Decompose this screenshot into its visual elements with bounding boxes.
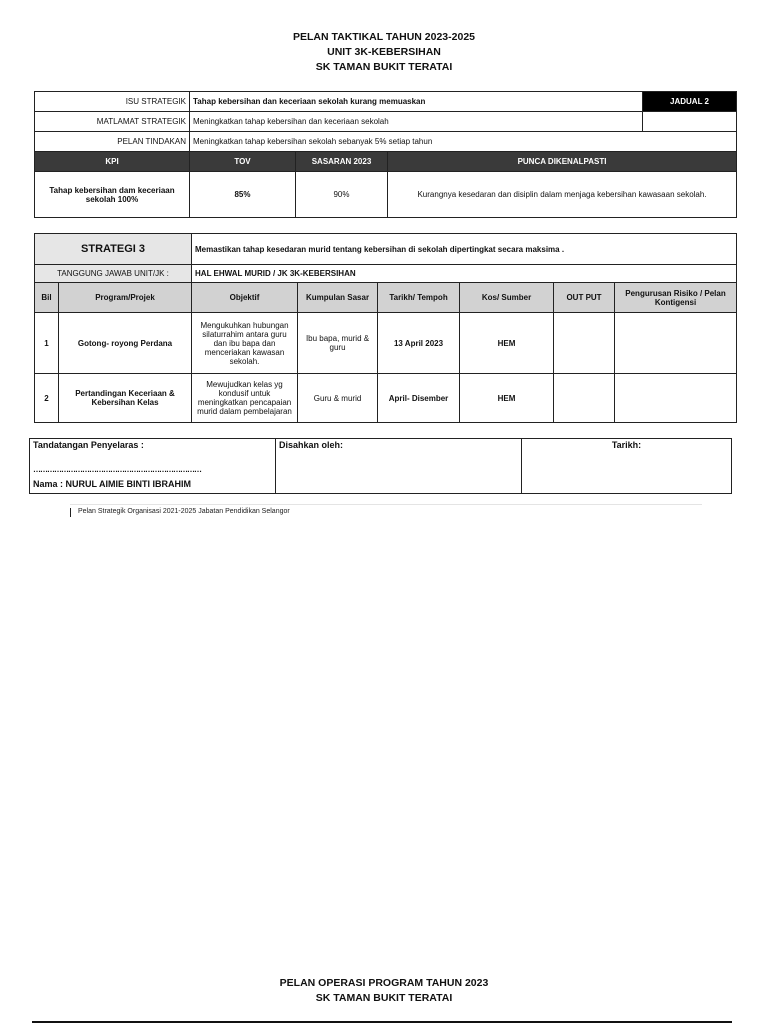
- signature-cell: [30, 439, 276, 494]
- row-program: Pertandingan Keceriaan & Kebersihan Kelas: [59, 374, 192, 423]
- pelan-label: PELAN TINDAKAN: [35, 132, 190, 152]
- sasaran-header: SASARAN 2023: [296, 152, 388, 172]
- col-objektif: Objektif: [192, 283, 298, 313]
- nama-value: Nama : NURUL AIMIE BINTI IBRAHIM: [33, 479, 192, 489]
- row-tarikh: April- Disember: [378, 374, 460, 423]
- matlamat-label: MATLAMAT STRATEGIK: [35, 112, 190, 132]
- empty-cell: [643, 112, 737, 132]
- tov-header: TOV: [190, 152, 296, 172]
- document-header: [0, 30, 768, 75]
- tanggung-value: HAL EHWAL MURID / JK 3K-KEBERSIHAN: [192, 265, 737, 283]
- row-bil: 2: [35, 374, 59, 423]
- row-output: [554, 374, 615, 423]
- strategic-issue-table: [34, 91, 737, 218]
- sasaran-value: 90%: [296, 172, 388, 218]
- row-objektif: Mengukuhkan hubungan silaturrahim antara guru dan ibu bapa dan menceriakan kawasan sekolah.: [192, 313, 298, 374]
- isu-value: Tahap kebersihan dan keceriaan sekolah kurang memuaskan: [190, 92, 643, 112]
- next-table-top-border: [32, 1021, 732, 1023]
- col-output: OUT PUT: [554, 283, 615, 313]
- pelan-value: Meningkatkan tahap kebersihan sekolah sebanyak 5% setiap tahun: [190, 132, 737, 152]
- row-kumpulan: Guru & murid: [298, 374, 378, 423]
- footer-title: PELAN OPERASI PROGRAM TAHUN 2023: [279, 977, 489, 989]
- tandatangan-label: Tandatangan Penyelaras :: [33, 440, 144, 450]
- footer-header: [0, 976, 768, 1006]
- header-unit: UNIT 3K-KEBERSIHAN: [327, 46, 441, 58]
- row-output: [554, 313, 615, 374]
- punca-header: PUNCA DIKENALPASTI: [388, 152, 737, 172]
- punca-value: Kurangnya kesedaran dan disiplin dalam menjaga kebersihan kawasaan sekolah.: [388, 172, 737, 218]
- kpi-value: Tahap kebersihan dam keceriaan sekolah 100%: [35, 172, 190, 218]
- row-kos: HEM: [460, 374, 554, 423]
- strategi-value: Memastikan tahap kesedaran murid tentang kebersihan di sekolah dipertingkat secara maksima .: [192, 234, 737, 265]
- strategy-table: [34, 233, 737, 423]
- strategi-label: STRATEGI 3: [35, 234, 192, 265]
- jadual-badge: JADUAL 2: [643, 92, 737, 112]
- col-program: Program/Projek: [59, 283, 192, 313]
- signature-dots: ………………………………………………………………: [33, 465, 201, 474]
- col-risiko: Pengurusan Risiko / Pelan Kontigensi: [615, 283, 737, 313]
- row-risiko: [615, 374, 737, 423]
- tanggung-label: TANGGUNG JAWAB UNIT/JK :: [35, 265, 192, 283]
- col-bil: Bil: [35, 283, 59, 313]
- row-bil: 1: [35, 313, 59, 374]
- matlamat-value: Meningkatkan tahap kebersihan dan keceriaan sekolah: [190, 112, 643, 132]
- footnote-divider: [70, 504, 702, 505]
- header-school: SK TAMAN BUKIT TERATAI: [315, 61, 453, 73]
- row-objektif: Mewujudkan kelas yg kondusif untuk meningkatkan pencapaian murid dalam pembelajaran: [192, 374, 298, 423]
- col-kos: Kos/ Sumber: [460, 283, 554, 313]
- isu-label: ISU STRATEGIK: [35, 92, 190, 112]
- row-kos: HEM: [460, 313, 554, 374]
- row-tarikh: 13 April 2023: [378, 313, 460, 374]
- footnote-marker: [70, 508, 71, 517]
- col-kumpulan: Kumpulan Sasar: [298, 283, 378, 313]
- footnote-text: Pelan Strategik Organisasi 2021-2025 Jabatan Pendidikan Selangor: [78, 508, 290, 515]
- signature-table: [29, 438, 732, 494]
- tov-value: 85%: [190, 172, 296, 218]
- col-tarikh: Tarikh/ Tempoh: [378, 283, 460, 313]
- tarikh-label: Tarikh:: [522, 439, 732, 494]
- kpi-header: KPI: [35, 152, 190, 172]
- table-row: [35, 313, 737, 374]
- row-program: Gotong- royong Perdana: [59, 313, 192, 374]
- disahkan-label: Disahkan oleh:: [276, 439, 522, 494]
- row-kumpulan: Ibu bapa, murid & guru: [298, 313, 378, 374]
- table-row: [35, 374, 737, 423]
- footer-school: SK TAMAN BUKIT TERATAI: [315, 992, 453, 1004]
- header-title: PELAN TAKTIKAL TAHUN 2023-2025: [292, 31, 476, 43]
- row-risiko: [615, 313, 737, 374]
